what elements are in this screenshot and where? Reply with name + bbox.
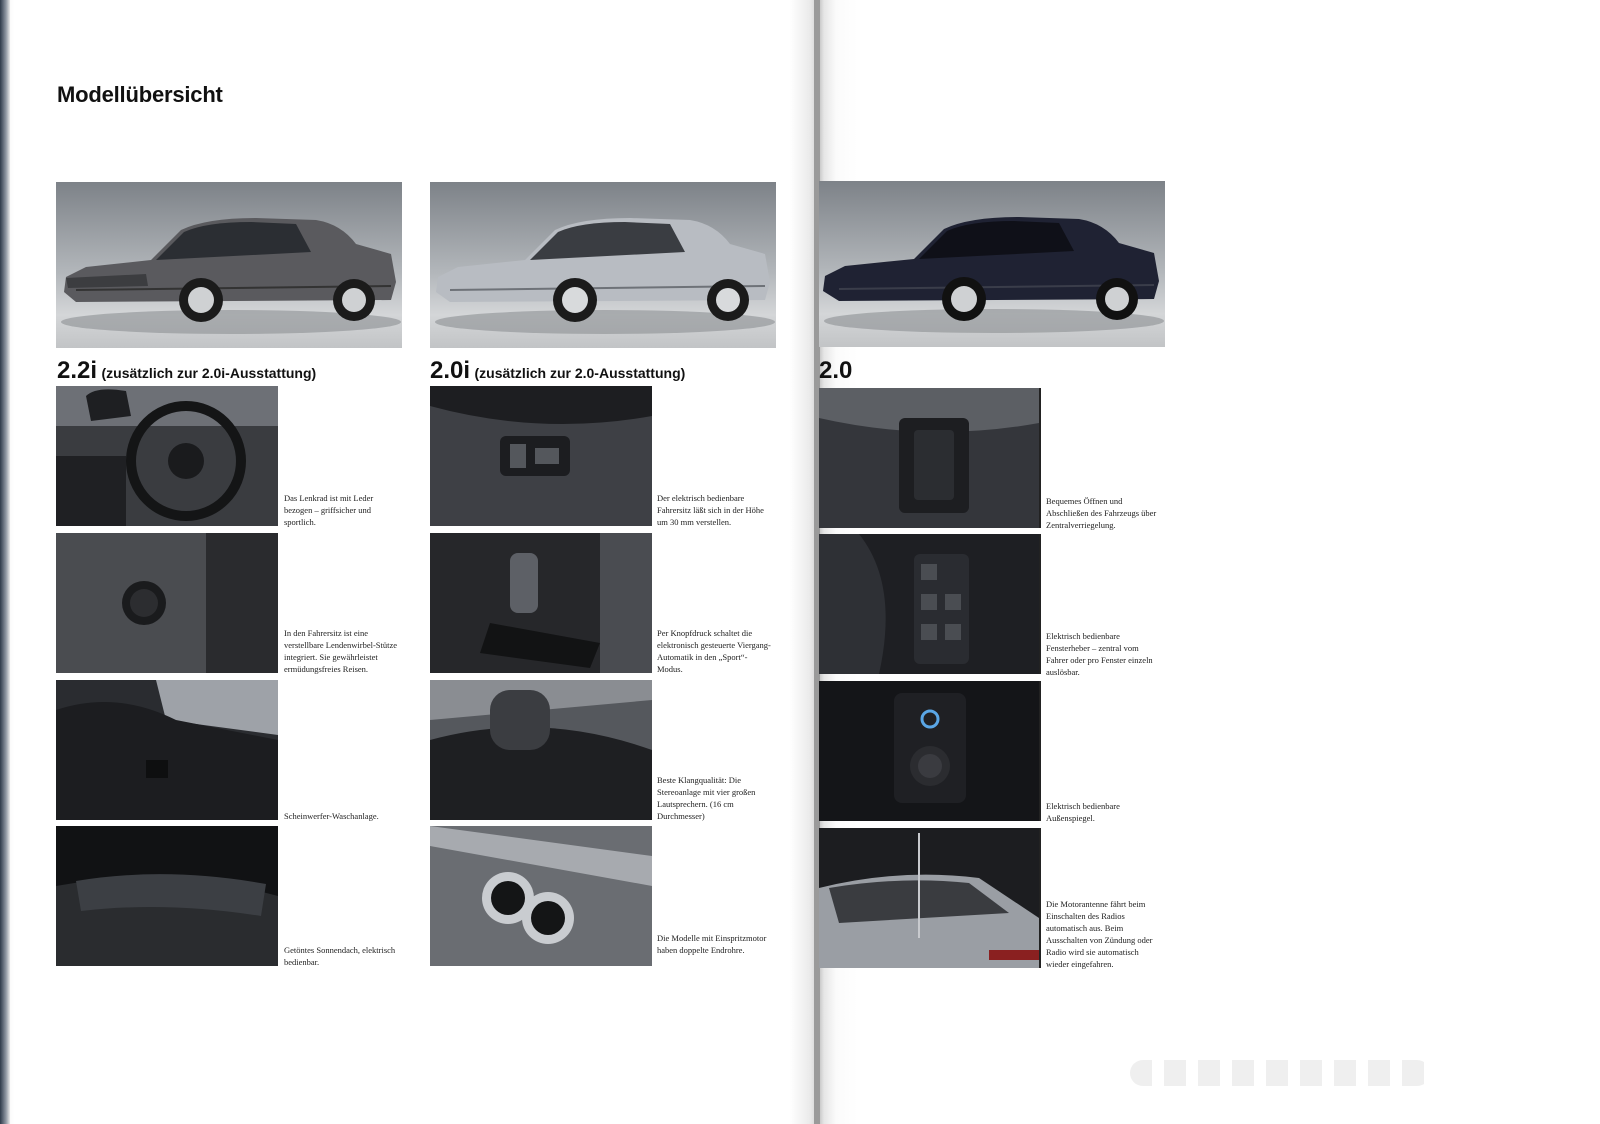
feature-caption: Der elektrisch bedienbare Fahrersitz läßt sich in der Höhe um 30 mm verstellen. xyxy=(657,493,764,527)
automatic-shifter-photo xyxy=(430,533,652,673)
model-heading-2-0 xyxy=(819,357,852,385)
model-number: 2.0i xyxy=(430,357,471,384)
power-antenna-photo xyxy=(819,828,1041,968)
feature-caption: Beste Klangqualität: Die Stereoanlage mit vier großen Lautsprechern. (16 cm Durchmesser) xyxy=(657,775,756,821)
seat-height-switch-photo xyxy=(430,386,652,526)
feature-caption: In den Fahrersitz ist eine verstellbare Lendenwirbel-Stütze integriert. Sie gewährleistet ermüdungsfreies Reisen. xyxy=(284,628,398,674)
car-photo-2-0 xyxy=(819,181,1165,347)
feature-caption: Die Motorantenne fährt beim Einschalten des Radios automatisch aus. Beim Ausschalten von Zündung oder Radio wird sie automatisch wieder eingefahren. xyxy=(1046,899,1153,969)
page-edge xyxy=(0,0,10,1124)
model-heading-2-2i xyxy=(57,357,316,385)
model-subtitle: (zusätzlich zur 2.0i-Ausstattung) xyxy=(101,365,317,381)
feature-caption: Die Modelle mit Einspritzmotor haben doppelte Endrohre. xyxy=(657,933,767,955)
mirror-control-photo xyxy=(819,681,1041,821)
page-title: Modellübersicht xyxy=(57,82,223,107)
watermark-stripe xyxy=(1130,1060,1430,1086)
feature-caption: Bequemes Öffnen und Abschließen des Fahrzeugs über Zentralverriegelung. xyxy=(1046,496,1157,530)
steering-wheel-photo xyxy=(56,386,278,526)
car-photo-2-0i xyxy=(430,182,776,348)
feature-caption: Das Lenkrad ist mit Leder bezogen – griffsicher und sportlich. xyxy=(284,493,374,527)
sunroof-photo xyxy=(56,826,278,966)
lumbar-support-photo xyxy=(56,533,278,673)
model-heading-2-0i xyxy=(430,357,685,385)
feature-caption: Getöntes Sonnendach, elektrisch bedienbar. xyxy=(284,945,396,967)
central-locking-photo xyxy=(819,388,1041,528)
feature-caption: Elektrisch bedienbare Fensterheber – zentral vom Fahrer oder pro Fenster einzeln auslösbar. xyxy=(1046,631,1153,677)
headlight-washer-photo xyxy=(56,680,278,820)
model-number: 2.0 xyxy=(819,357,853,384)
twin-exhaust-photo xyxy=(430,826,652,966)
feature-caption: Per Knopfdruck schaltet die elektronisch gesteuerte Viergang-Automatik in den „Sport“-Modus. xyxy=(657,628,771,674)
model-number: 2.2i xyxy=(57,357,98,384)
model-subtitle: (zusätzlich zur 2.0-Ausstattung) xyxy=(474,365,686,381)
rear-speakers-photo xyxy=(430,680,652,820)
feature-caption: Elektrisch bedienbare Außenspiegel. xyxy=(1046,801,1120,823)
window-switches-photo xyxy=(819,534,1041,674)
feature-caption: Scheinwerfer-Waschanlage. xyxy=(284,811,379,821)
car-photo-2-2i xyxy=(56,182,402,348)
